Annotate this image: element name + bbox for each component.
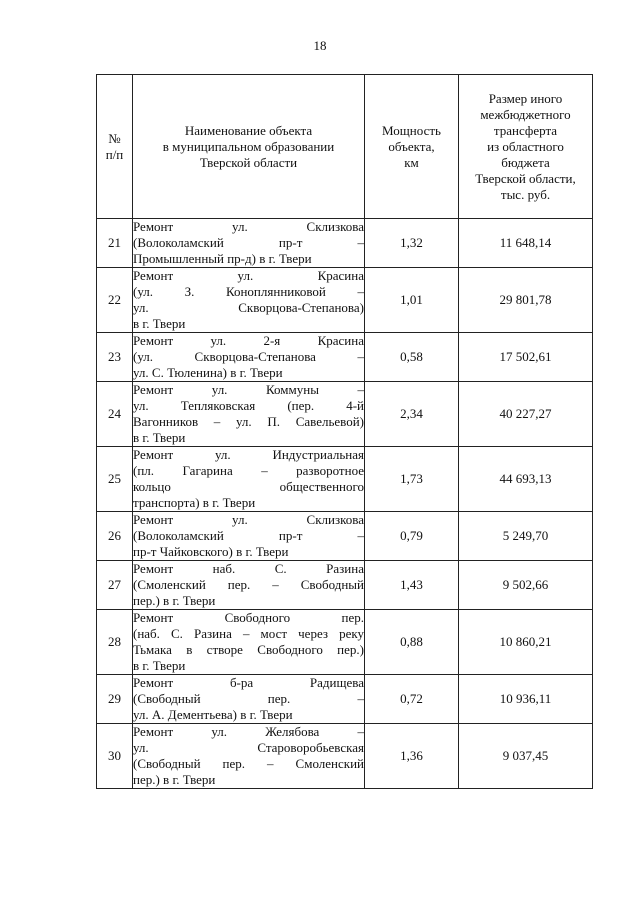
- row-number: 30: [97, 724, 133, 789]
- object-name-line: пер.) в г. Твери: [133, 593, 216, 608]
- transfer-amount: 29 801,78: [459, 268, 593, 333]
- object-name-line: Ремонт б-ра Радищева: [133, 675, 364, 690]
- row-number: 21: [97, 219, 133, 268]
- header-amount: Размер иного межбюджетного трансферта из областного бюджета Тверской области, тыс. руб.: [459, 75, 593, 219]
- object-name-line: в г. Твери: [133, 430, 186, 445]
- object-name: [133, 675, 365, 724]
- header-power: Мощность объекта, км: [365, 75, 459, 219]
- object-name-line: Ремонт наб. С. Разина: [133, 561, 364, 576]
- table-row: [97, 219, 593, 268]
- object-name-line: (Свободный пер. –: [133, 691, 364, 706]
- object-name-line: пер.) в г. Твери: [133, 772, 216, 787]
- transfer-amount: 44 693,13: [459, 447, 593, 512]
- object-power: 0,88: [365, 610, 459, 675]
- transfer-amount: 40 227,27: [459, 382, 593, 447]
- object-power: 1,73: [365, 447, 459, 512]
- object-name-line: Ремонт ул. 2-я Красина: [133, 333, 364, 348]
- row-number: 29: [97, 675, 133, 724]
- object-name: [133, 724, 365, 789]
- table-row: [97, 447, 593, 512]
- table-row: [97, 724, 593, 789]
- object-name-line: Вагонников – ул. П. Савельевой): [133, 414, 364, 429]
- object-name-line: Ремонт ул. Склизкова: [133, 512, 364, 527]
- object-name-line: пр-т Чайковского) в г. Твери: [133, 544, 289, 559]
- transfer-amount: 10 936,11: [459, 675, 593, 724]
- table-row: [97, 382, 593, 447]
- transfer-table: [96, 74, 593, 789]
- object-name-line: ул. А. Дементьева) в г. Твери: [133, 707, 293, 722]
- table-row: [97, 512, 593, 561]
- object-power: 1,32: [365, 219, 459, 268]
- transfer-amount: 9 037,45: [459, 724, 593, 789]
- object-power: 0,72: [365, 675, 459, 724]
- table-row: [97, 561, 593, 610]
- transfer-amount: 17 502,61: [459, 333, 593, 382]
- object-name: [133, 561, 365, 610]
- object-name-line: в г. Твери: [133, 658, 186, 673]
- object-power: 2,34: [365, 382, 459, 447]
- object-power: 1,01: [365, 268, 459, 333]
- object-name-line: (ул. З. Коноплянниковой –: [133, 284, 364, 299]
- object-name-line: ул. Тепляковская (пер. 4-й: [133, 398, 364, 413]
- object-name-line: транспорта) в г. Твери: [133, 495, 256, 510]
- row-number: 22: [97, 268, 133, 333]
- object-name-line: Ремонт ул. Красина: [133, 268, 364, 283]
- object-name-line: Ремонт ул. Индустриальная: [133, 447, 364, 462]
- row-number: 28: [97, 610, 133, 675]
- object-name-line: ул. С. Тюленина) в г. Твери: [133, 365, 283, 380]
- object-name: [133, 219, 365, 268]
- row-number: 23: [97, 333, 133, 382]
- object-name-line: (Волоколамский пр-т –: [133, 528, 364, 543]
- object-power: 0,58: [365, 333, 459, 382]
- row-number: 27: [97, 561, 133, 610]
- object-name-line: Ремонт ул. Коммуны –: [133, 382, 364, 397]
- object-name-line: в г. Твери: [133, 316, 186, 331]
- table-row: [97, 268, 593, 333]
- object-name-line: Ремонт ул. Склизкова: [133, 219, 364, 234]
- table-header-row: [97, 75, 593, 219]
- row-number: 26: [97, 512, 133, 561]
- object-name-line: (наб. С. Разина – мост через реку: [133, 626, 364, 641]
- header-object-name: Наименование объекта в муниципальном образовании Тверской области: [133, 75, 365, 219]
- object-name-line: Ремонт Свободного пер.: [133, 610, 364, 625]
- transfer-amount: 11 648,14: [459, 219, 593, 268]
- table-row: [97, 333, 593, 382]
- object-name-line: (ул. Скворцова-Степанова –: [133, 349, 364, 364]
- row-number: 25: [97, 447, 133, 512]
- object-name-line: (Смоленский пер. – Свободный: [133, 577, 364, 592]
- table-row: [97, 675, 593, 724]
- object-name: [133, 333, 365, 382]
- object-name: [133, 268, 365, 333]
- row-number: 24: [97, 382, 133, 447]
- object-name: [133, 610, 365, 675]
- object-name-line: Ремонт ул. Желябова –: [133, 724, 364, 739]
- transfer-amount: 5 249,70: [459, 512, 593, 561]
- object-power: 0,79: [365, 512, 459, 561]
- object-name-line: ул. Скворцова-Степанова): [133, 300, 364, 315]
- object-name-line: (пл. Гагарина – разворотное: [133, 463, 364, 478]
- table-row: [97, 610, 593, 675]
- object-name-line: кольцо общественного: [133, 479, 364, 494]
- object-power: 1,43: [365, 561, 459, 610]
- object-name-line: (Свободный пер. – Смоленский: [133, 756, 364, 771]
- header-number: № п/п: [97, 75, 133, 219]
- page-number: 18: [313, 38, 327, 53]
- object-name: [133, 512, 365, 561]
- object-name-line: (Волоколамский пр-т –: [133, 235, 364, 250]
- object-name-line: Тьмака в створе Свободного пер.): [133, 642, 364, 657]
- object-name-line: ул. Староворобьевская: [133, 740, 364, 755]
- object-name: [133, 382, 365, 447]
- object-name-line: Промышленный пр-д) в г. Твери: [133, 251, 312, 266]
- object-name: [133, 447, 365, 512]
- transfer-amount: 10 860,21: [459, 610, 593, 675]
- object-power: 1,36: [365, 724, 459, 789]
- transfer-amount: 9 502,66: [459, 561, 593, 610]
